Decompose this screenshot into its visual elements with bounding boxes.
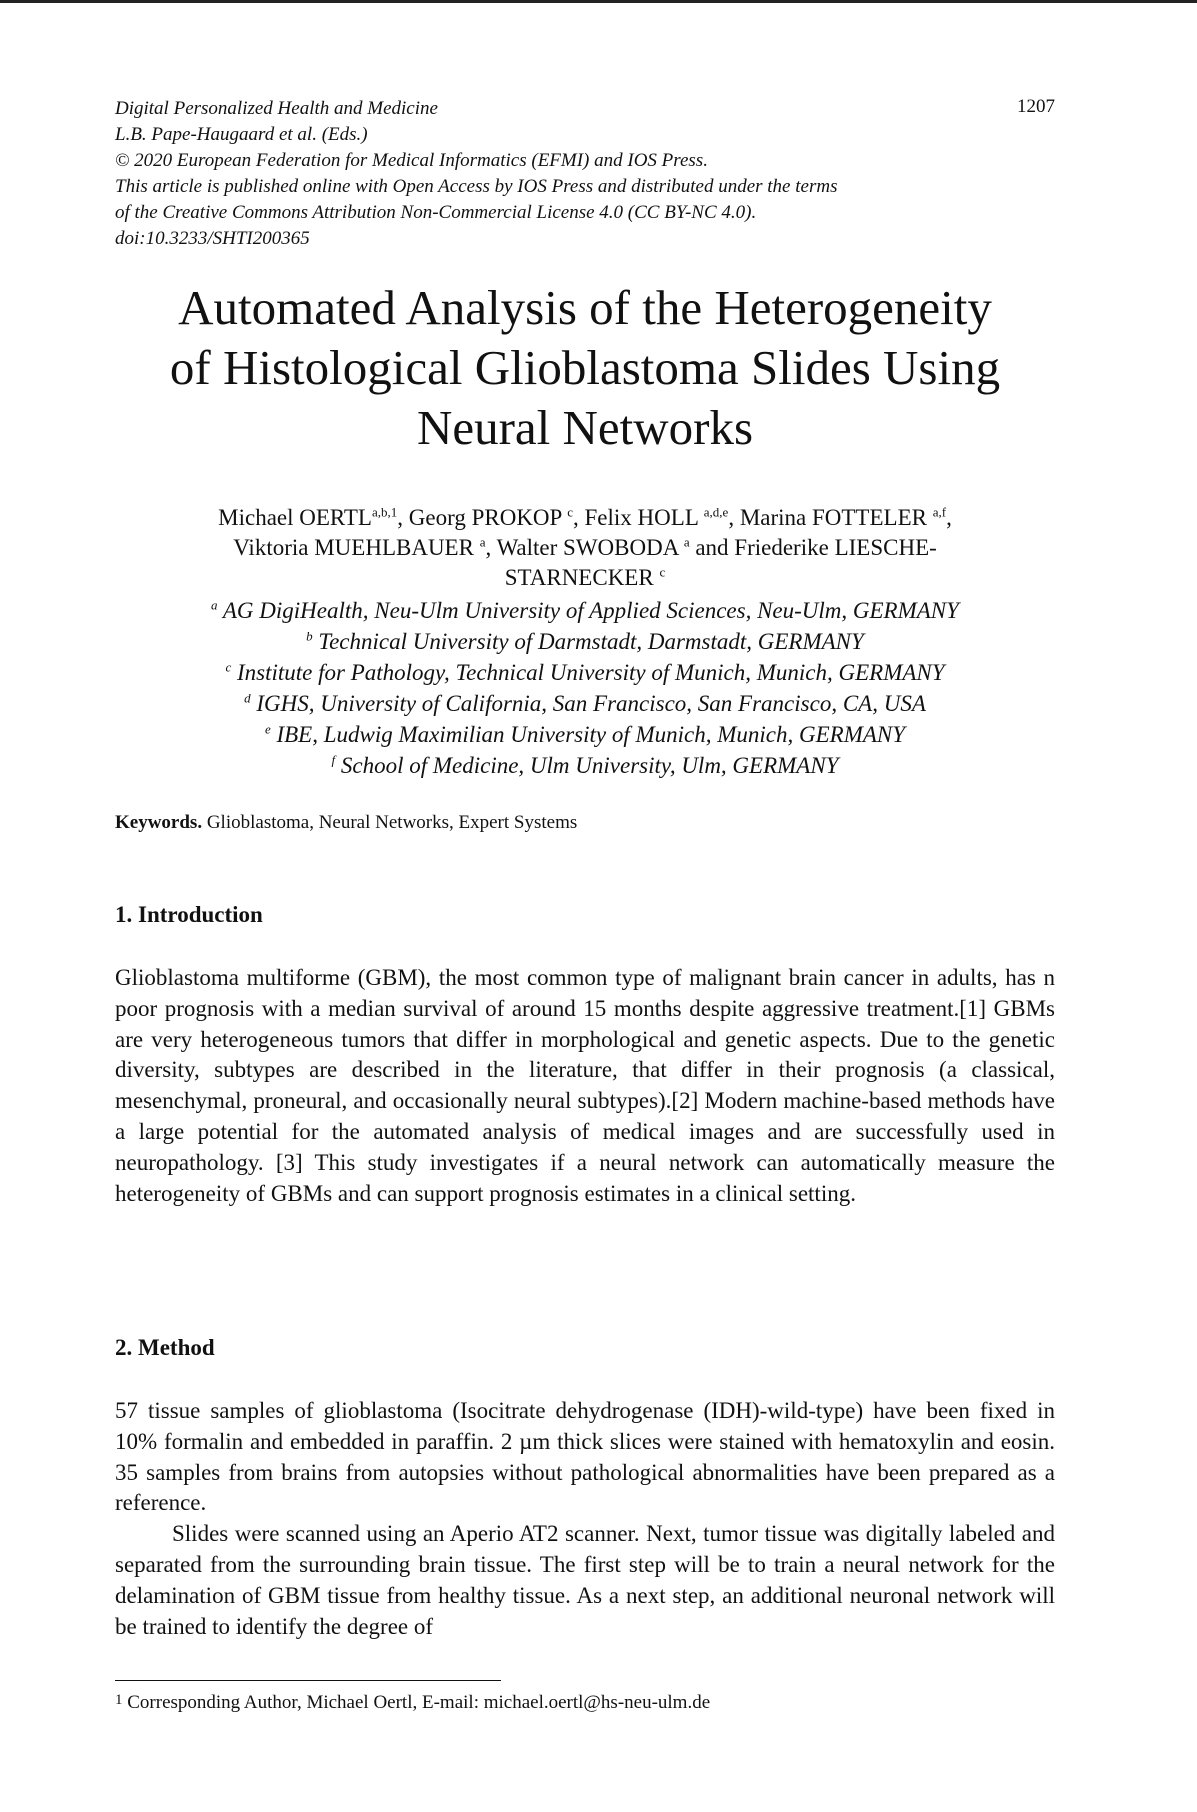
header-line: of the Creative Commons Attribution Non-Commercial License 4.0 (CC BY-NC 4.0). (115, 202, 757, 223)
affiliation (115, 719, 1055, 750)
affiliation (115, 688, 1055, 719)
author-line (115, 503, 1055, 533)
footnote (115, 1692, 710, 1714)
author-name: Michael OERTL (218, 505, 372, 530)
author-separator: , (946, 505, 952, 530)
title-line: Automated Analysis of the Heterogeneity (178, 280, 992, 335)
section-heading-method: 2. Method (115, 1335, 215, 1360)
author-affil-sup: c (567, 504, 574, 520)
top-border (0, 0, 1197, 3)
paragraph-text: Glioblastoma multiforme (GBM), the most common type of malignant brain cancer in adults, has n poor prognosis with a median survival of around 15 months despite aggressive treatment.[1] GBMs are very heterogeneous tumors that differ in morphological and genetic aspects. Due to the genetic diversity, subtypes are described in the literature, that differ in their prognosis (a classical, mesenchymal, proneural, and occasionally neural subtypes).[2] Modern machine-based methods have a large potential for the automated analysis of medical images and are successfully used in neuropathology. [3] This study investigates if a neural network can automatically measure the heterogeneity of GBMs and can support prognosis estimates in a clinical setting. (115, 965, 1055, 1206)
section-heading-introduction: 1. Introduction (115, 902, 263, 927)
author-affil-sup: a,b,1 (371, 504, 398, 520)
affiliation-text: AG DigiHealth, Neu-Ulm University of Applied Sciences, Neu-Ulm, GERMANY (217, 598, 959, 623)
method-paragraphs (115, 1396, 1055, 1642)
title-line: Neural Networks (416, 400, 754, 455)
affiliation (115, 626, 1055, 657)
affiliation-sup: b (306, 628, 313, 644)
keywords-label: Keywords. (115, 812, 203, 833)
author-name: , Felix HOLL (573, 505, 704, 530)
footnote-marker: 1 (115, 1692, 123, 1708)
introduction-paragraph (115, 963, 1055, 1209)
affiliation-sup: d (244, 690, 251, 706)
header-line: This article is published online with Open Access by IOS Press and distributed under the terms (115, 176, 838, 197)
affiliation-list (115, 595, 1055, 781)
footnote-text: Corresponding Author, Michael Oertl, E-mail: michael.oertl@hs-neu-ulm.de (122, 1692, 711, 1713)
author-affil-sup: a (683, 534, 690, 550)
header-line: doi:10.3233/SHTI200365 (115, 228, 310, 249)
header-line: Digital Personalized Health and Medicine (115, 98, 438, 119)
affiliation-text: Technical University of Darmstadt, Darmstadt, GERMANY (312, 629, 864, 654)
paragraph-text: Slides were scanned using an Aperio AT2 scanner. Next, tumor tissue was digitally labeled and separated from the surrounding brain tissue. The first step will be to train a neural network for the delamination of GBM tissue from healthy tissue. As a next step, an additional neuronal network will be trained to identify the degree of (115, 1521, 1055, 1639)
author-name: , Walter SWOBODA (485, 535, 684, 560)
paper-title (115, 278, 1055, 458)
affiliation-sup: f (331, 752, 336, 768)
author-name: , Georg PROKOP (397, 505, 568, 530)
author-affil-sup: c (659, 564, 666, 580)
affiliation-sup: c (225, 659, 232, 675)
page-number: 1207 (1017, 96, 1055, 117)
affiliation (115, 657, 1055, 688)
affiliation-sup: e (264, 721, 271, 737)
footnote-rule (115, 1680, 501, 1681)
title-line: of Histological Glioblastoma Slides Using (169, 340, 1001, 395)
author-name: and Friederike LIESCHE- (689, 535, 937, 560)
affiliation-text: IGHS, University of California, San Francisco, San Francisco, CA, USA (250, 691, 926, 716)
affiliation (115, 595, 1055, 626)
paragraph-text: 57 tissue samples of glioblastoma (Isocitrate dehydrogenase (IDH)-wild-type) have been fixed in 10% formalin and embedded in paraffin. 2 µm thick slices were stained with hematoxylin and eosin. 35 samples from brains from autopsies without pathological abnormalities have been prepared as a reference. (115, 1398, 1055, 1516)
keywords (115, 812, 577, 834)
affiliation-sup: a (211, 597, 218, 613)
keywords-text: Glioblastoma, Neural Networks, Expert Systems (202, 812, 578, 833)
header-line: © 2020 European Federation for Medical Informatics (EFMI) and IOS Press. (115, 150, 708, 171)
affiliation (115, 750, 1055, 781)
author-line (115, 563, 1055, 593)
author-name: STARNECKER (504, 565, 660, 590)
header-line: L.B. Pape-Haugaard et al. (Eds.) (115, 124, 368, 145)
author-line (115, 533, 1055, 563)
affiliation-text: IBE, Ludwig Maximilian University of Munich, Munich, GERMANY (270, 722, 906, 747)
author-name: , Marina FOTTELER (728, 505, 933, 530)
author-affil-sup: a,d,e (703, 504, 729, 520)
affiliation-text: Institute for Pathology, Technical University of Munich, Munich, GERMANY (231, 660, 945, 685)
author-affil-sup: a (479, 534, 486, 550)
publication-header (115, 96, 1055, 252)
author-affil-sup: a,f (932, 504, 947, 520)
author-name: Viktoria MUEHLBAUER (233, 535, 480, 560)
author-list (115, 503, 1055, 593)
affiliation-text: School of Medicine, Ulm University, Ulm, GERMANY (335, 753, 839, 778)
